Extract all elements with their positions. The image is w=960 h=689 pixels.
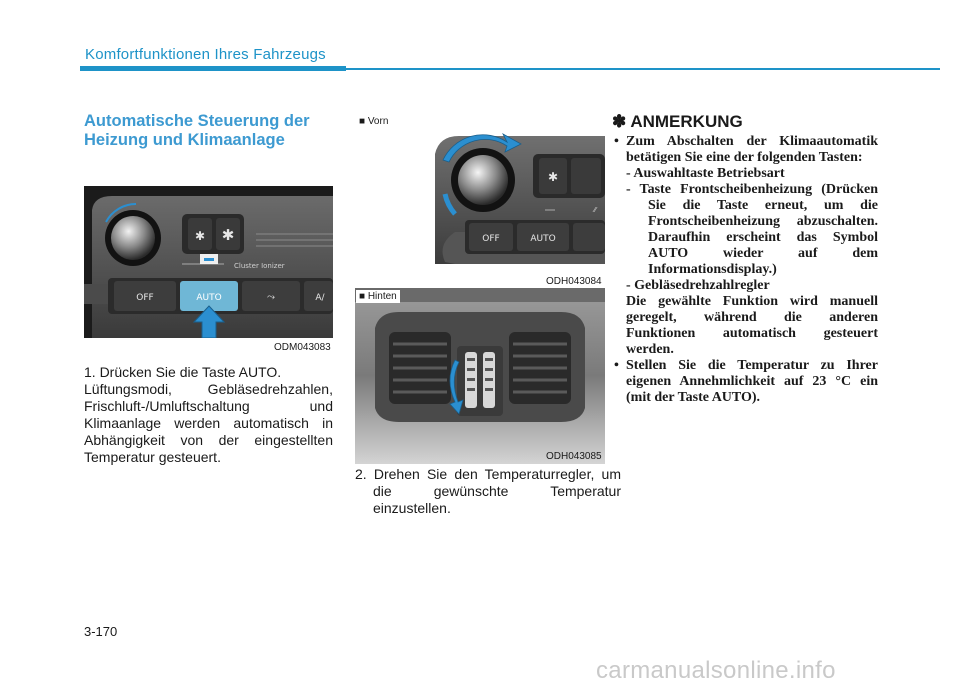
- svg-text:✱: ✱: [547, 170, 559, 184]
- svg-text:⁄⁄: ⁄⁄: [593, 206, 597, 214]
- svg-text:A/: A/: [315, 293, 325, 303]
- temperature-knob: [458, 155, 508, 205]
- rear-vent-illustration: [355, 288, 605, 464]
- front-knob-illustration: [355, 114, 605, 286]
- section-title: Automatische Steuerung der Heizung und Klimaanlage: [84, 112, 310, 149]
- svg-text:OFF: OFF: [136, 293, 154, 303]
- note-bullet-1-intro: Zum Abschalten der Klimaautomatik betätigen Sie eine der folgenden Tasten:: [626, 134, 878, 165]
- figure-front-knob-photo: [355, 114, 605, 286]
- svg-text:OFF: OFF: [482, 234, 500, 244]
- note-bullet-2: [612, 358, 878, 406]
- step2-instruction: 2. Drehen Sie den Temperaturregler, um die gewünschte Temperatur einzustellen.: [355, 466, 621, 516]
- rear-control-panel: [457, 346, 503, 416]
- svg-text:AUTO: AUTO: [196, 293, 222, 303]
- watermark-text: carmanualsonline.info: [596, 657, 836, 684]
- bullet-dot: •: [614, 134, 619, 149]
- step1-instruction: 1. Drücken Sie die Taste AUTO.: [84, 364, 282, 380]
- figure2-tag: ■ Vorn: [356, 115, 391, 128]
- page-number: 3-170: [84, 624, 118, 639]
- note-bullet-2-text: Stellen Sie die Temperatur zu Ihrer eigenen Annehmlichkeit auf 23 °C ein (mit der Taste AUTO).: [626, 358, 878, 405]
- header-title: Komfortfunktionen Ihres Fahrzeugs: [85, 46, 326, 63]
- figure2-code: ODH043084: [546, 276, 602, 287]
- note-title: ✽ ANMERKUNG: [612, 112, 743, 131]
- svg-text:⤳: ⤳: [267, 292, 275, 303]
- figure3-code: ODH043085: [546, 451, 602, 462]
- temperature-knob: [111, 216, 155, 260]
- note-item-defrost: - Taste Frontscheibenheizung (Drücken Sie die Taste erneut, um die Frontscheibenheizung abzuschalten. Daraufhin erscheint das Symbol AUTO wieder auf dem Informationsdisplay.): [626, 182, 878, 277]
- svg-text:AUTO: AUTO: [530, 234, 556, 244]
- step1-description: Lüftungsmodi, Gebläsedrehzahlen, Frischluft-/Umluftschaltung und Klimaanlage werden automatisch in Abhängigkeit von der eingestellten Temperatur gesteuert.: [84, 381, 333, 465]
- front-panel-illustration: [84, 186, 333, 338]
- figure3-tag: ■ Hinten: [356, 290, 400, 303]
- note-bullet-1: [612, 134, 878, 358]
- note-body: [612, 134, 878, 406]
- figure-rear-vent-photo: [355, 288, 605, 464]
- svg-text:✱: ✱: [221, 226, 235, 244]
- note-item-mode: - Auswahltaste Betriebsart: [626, 166, 785, 181]
- figure-auto-button-photo: [84, 186, 333, 338]
- bullet-dot: •: [614, 358, 619, 373]
- note-bullet-1-outro: Die gewählte Funktion wird manuell geregelt, während die anderen Funktionen automatisch gesteuert werden.: [626, 294, 878, 357]
- svg-text:✱: ✱: [194, 229, 206, 243]
- header-rule-thin: [346, 68, 940, 70]
- note-item-fan: - Gebläsedrehzahlregler: [626, 278, 770, 293]
- figure1-code: ODM043083: [274, 342, 331, 353]
- header-rule-thick: [80, 66, 346, 71]
- svg-text:Cluster Ionizer: Cluster Ionizer: [234, 262, 285, 270]
